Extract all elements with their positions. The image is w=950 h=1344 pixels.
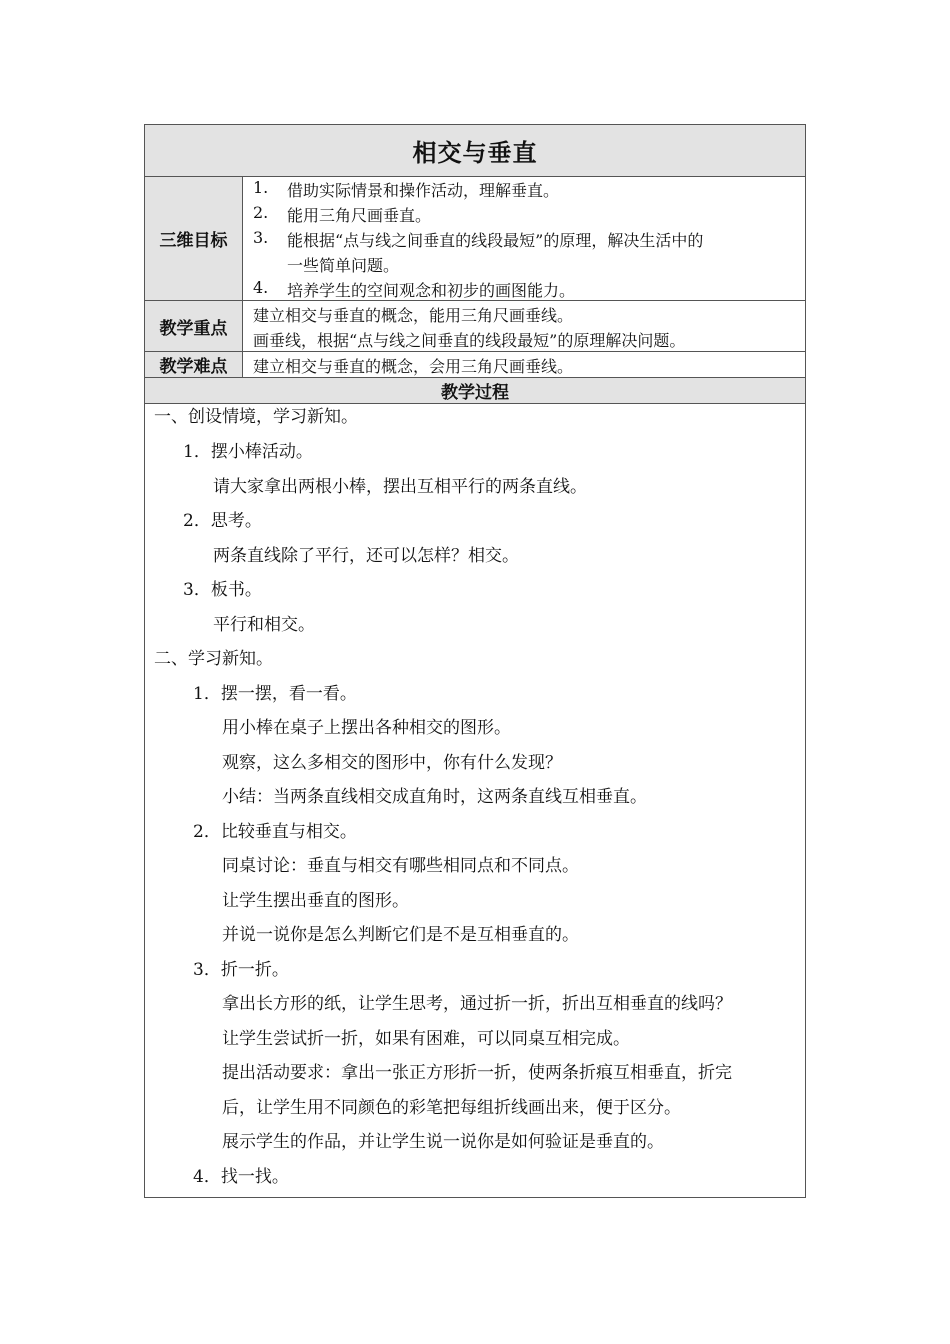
key-point-line: 画垂线，根据“点与线之间垂直的线段最短”的原理解决问题。	[253, 331, 686, 350]
step-text: 后，让学生用不同颜色的彩笔把每组折线画出来，便于区分。	[222, 1098, 681, 1118]
step-heading: 2．比较垂直与相交。	[193, 822, 357, 842]
step-text: 让学生尝试折一折，如果有困难，可以同桌互相完成。	[222, 1029, 630, 1049]
goals-label: 三维目标	[145, 177, 243, 300]
step-text: 观察，这么多相交的图形中，你有什么发现？	[222, 753, 562, 773]
key-point-line: 建立相交与垂直的概念，能用三角尺画垂线。	[253, 306, 574, 325]
section-heading: 二、学习新知。	[154, 649, 273, 669]
step-text: 两条直线除了平行，还可以怎样？相交。	[213, 546, 519, 566]
step-heading: 1．摆一摆，看一看。	[193, 684, 357, 704]
step-heading: 4．找一找。	[193, 1167, 289, 1187]
title-row	[145, 125, 805, 176]
goals-row	[145, 176, 805, 300]
difficulties-label: 教学难点	[145, 352, 243, 377]
page-title: 相交与垂直	[412, 139, 538, 167]
process-header	[145, 377, 805, 403]
step-text: 同桌讨论：垂直与相交有哪些相同点和不同点。	[222, 856, 579, 876]
step-heading: 3．板书。	[183, 580, 262, 600]
step-text: 拿出长方形的纸，让学生思考，通过折一折，折出互相垂直的线吗？	[222, 994, 732, 1014]
step-text: 请大家拿出两根小棒，摆出互相平行的两条直线。	[213, 477, 587, 497]
difficulties-content	[243, 352, 805, 377]
step-text: 小结：当两条直线相交成直角时，这两条直线互相垂直。	[222, 787, 647, 807]
key-points-content	[243, 301, 805, 351]
difficulty-line: 建立相交与垂直的概念，会用三角尺画垂线。	[253, 357, 574, 376]
step-heading: 3．折一折。	[193, 960, 289, 980]
step-heading: 1．摆小棒活动。	[183, 442, 313, 462]
key-points-label: 教学重点	[145, 301, 243, 351]
step-heading: 2．思考。	[183, 511, 262, 531]
step-text: 提出活动要求：拿出一张正方形折一折，使两条折痕互相垂直，折完	[222, 1063, 732, 1083]
step-text: 用小棒在桌子上摆出各种相交的图形。	[222, 718, 511, 738]
step-text: 并说一说你是怎么判断它们是不是互相垂直的。	[222, 925, 579, 945]
step-text: 让学生摆出垂直的图形。	[222, 891, 409, 911]
process-header-label: 教学过程	[441, 383, 509, 403]
difficulties-row	[145, 351, 805, 377]
step-text: 平行和相交。	[213, 615, 315, 635]
goals-content: 1. 借助实际情景和操作活动，理解垂直。 2. 能用三角尺画垂直。 3. 能根据“点与线之间垂直的线段最短”的原理，解决生活中的 一些简单问题。 4. 培养学生的空间观念和初步的画图能力。	[253, 178, 704, 300]
step-text: 展示学生的作品，并让学生说一说你是如何验证是垂直的。	[222, 1132, 664, 1152]
section-heading: 一、创设情境，学习新知。	[154, 407, 358, 427]
lesson-plan-table	[144, 124, 806, 1198]
process-body	[145, 403, 805, 1199]
key-points-row	[145, 300, 805, 351]
